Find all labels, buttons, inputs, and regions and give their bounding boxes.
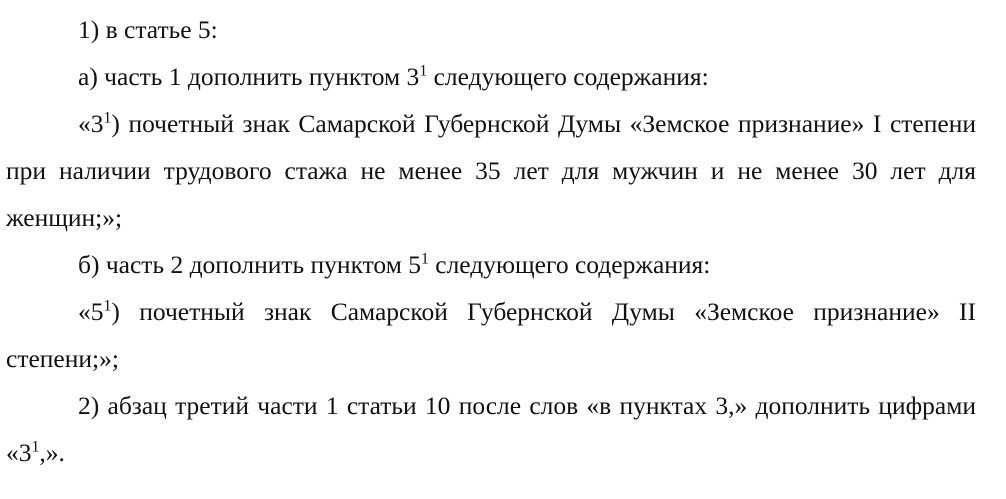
text-run: а) часть 1 дополнить пунктом 3 (78, 62, 420, 91)
superscript-marker: 1 (420, 250, 429, 268)
paragraph-quote-3-1 (6, 100, 976, 241)
superscript-marker: 1 (31, 438, 40, 456)
text-run: «3 (78, 109, 104, 138)
text-run: 2) абзац третий части 1 статьи 10 после слов «в пунктах 3,» дополнить цифрами «3 (6, 391, 976, 467)
superscript-marker: 1 (419, 62, 428, 80)
text-run: ) почетный знак Самарской Губернской Думы «Земское признание» II степени;»; (6, 297, 976, 373)
paragraph-item-2 (6, 382, 976, 476)
text-run: «5 (78, 297, 104, 326)
text-run: ) почетный знак Самарской Губернской Думы «Земское признание» I степени при наличии трудового стажа не менее 35 лет для мужчин и не менее 30 лет для женщин;»; (6, 109, 976, 232)
paragraph-quote-5-1 (6, 288, 976, 382)
text-run: ,». (39, 438, 65, 467)
text-run: б) часть 2 дополнить пунктом 5 (78, 250, 421, 279)
superscript-marker: 1 (103, 297, 112, 315)
text-run: 1) в статье 5: (78, 15, 218, 44)
superscript-marker: 1 (103, 109, 112, 127)
paragraph-item-b (6, 241, 976, 288)
paragraph-item-a (6, 53, 976, 100)
paragraph-item-1 (6, 6, 976, 53)
text-run: следующего содержания: (428, 250, 711, 279)
text-run: следующего содержания: (427, 62, 709, 91)
